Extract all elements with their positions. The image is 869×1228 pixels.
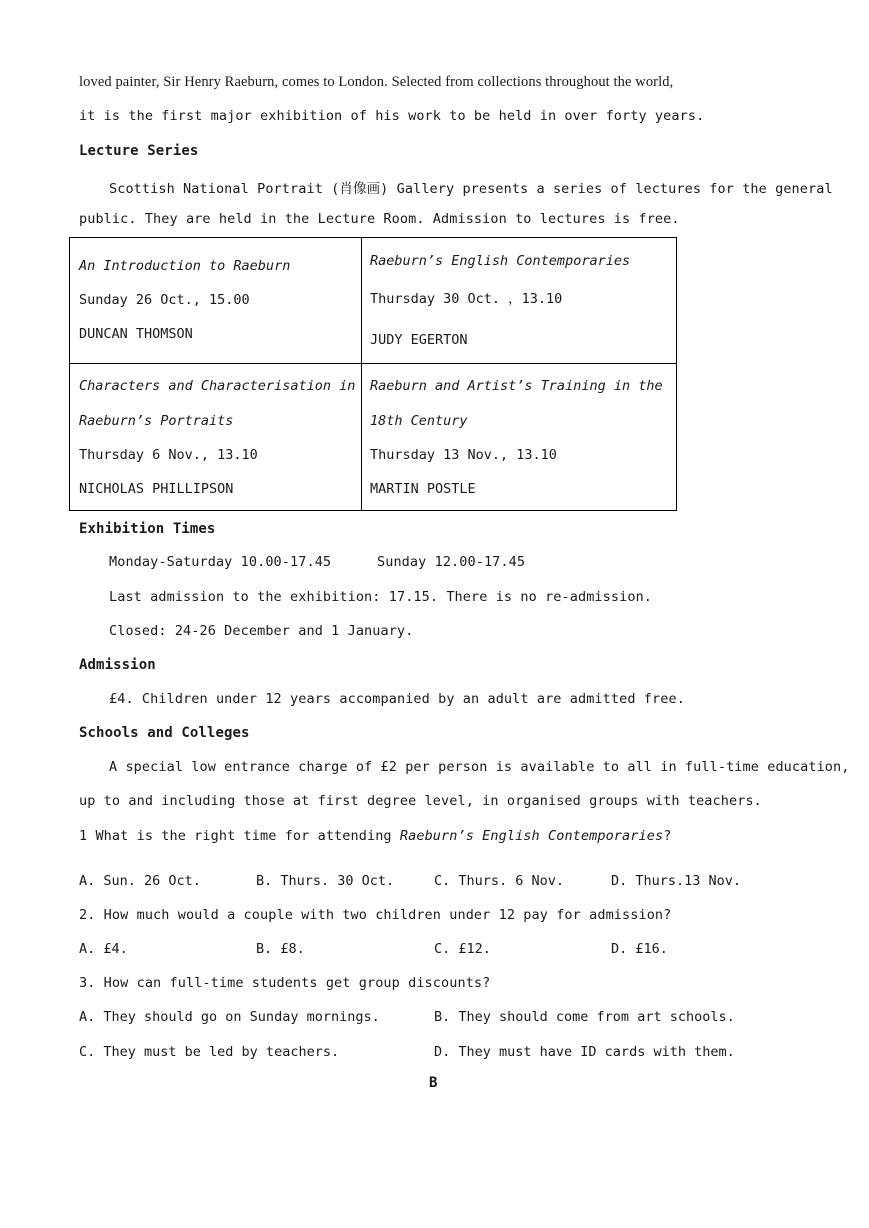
- admission-text: £4. Children under 12 years accompanied by an adult are admitted free.: [109, 691, 685, 707]
- lecture-4-date: Thursday 13 Nov., 13.10: [370, 447, 557, 463]
- intro-line-2: it is the first major exhibition of his work to be held in over forty years.: [79, 108, 705, 124]
- lecture-table: [69, 237, 677, 511]
- question-2-option-c: C. £12.: [434, 941, 491, 957]
- question-1-text: 1 What is the right time for attending: [79, 828, 400, 844]
- question-1-italic: Raeburn’s English Contemporaries: [399, 828, 664, 844]
- exhibition-weekday-hours: Monday-Saturday 10.00-17.45: [109, 554, 332, 570]
- lecture-2-speaker: JUDY EGERTON: [370, 332, 468, 348]
- lecture-1-title: An Introduction to Raeburn: [79, 258, 291, 274]
- lecture-2-title: Raeburn’s English Contemporaries: [370, 253, 631, 269]
- question-1-option-a: A. Sun. 26 Oct.: [79, 873, 201, 889]
- schools-line-1: A special low entrance charge of £2 per person is available to all in full-time education,: [109, 759, 850, 775]
- schools-heading: Schools and Colleges: [79, 725, 250, 741]
- lecture-3-title-cont: Raeburn’s Portraits: [79, 413, 234, 429]
- lecture-4-speaker: MARTIN POSTLE: [370, 481, 476, 497]
- lecture-2-date: Thursday 30 Oct. ，13.10: [370, 291, 563, 307]
- lecture-series-heading: Lecture Series: [79, 143, 199, 159]
- exhibition-sunday-hours: Sunday 12.00-17.45: [377, 554, 526, 570]
- intro-line-1: loved painter, Sir Henry Raeburn, comes to London. Selected from collections throughout the world,: [79, 74, 674, 90]
- lecture-3-title: Characters and Characterisation in: [79, 378, 356, 394]
- question-1-suffix: ?: [663, 828, 672, 844]
- schools-line-2: up to and including those at first degree level, in organised groups with teachers.: [79, 793, 762, 809]
- question-3-option-b: B. They should come from art schools.: [434, 1009, 735, 1025]
- lecture-1-date: Sunday 26 Oct., 15.00: [79, 292, 250, 308]
- lecture-1-speaker: DUNCAN THOMSON: [79, 326, 193, 342]
- lecture-series-line-2: public. They are held in the Lecture Room. Admission to lectures is free.: [79, 211, 680, 227]
- question-3-option-a: A. They should go on Sunday mornings.: [79, 1009, 380, 1025]
- question-1-option-b: B. Thurs. 30 Oct.: [256, 873, 395, 889]
- section-label: B: [429, 1075, 438, 1091]
- lecture-3-speaker: NICHOLAS PHILLIPSON: [79, 481, 234, 497]
- question-2-option-d: D. £16.: [611, 941, 668, 957]
- lecture-series-line-1: Scottish National Portrait (肖像画) Gallery presents a series of lectures for the general: [109, 181, 833, 197]
- exhibition-last-admission: Last admission to the exhibition: 17.15. There is no re-admission.: [109, 589, 653, 605]
- exhibition-times-heading: Exhibition Times: [79, 521, 216, 537]
- question-2-option-a: A. £4.: [79, 941, 128, 957]
- lecture-3-date: Thursday 6 Nov., 13.10: [79, 447, 258, 463]
- table-divider-horizontal: [70, 363, 676, 364]
- question-1: [79, 828, 671, 844]
- table-divider-vertical: [361, 238, 362, 510]
- admission-heading: Admission: [79, 657, 156, 673]
- question-3-option-d: D. They must have ID cards with them.: [434, 1044, 735, 1060]
- exhibition-closed: Closed: 24-26 December and 1 January.: [109, 623, 414, 639]
- question-2: 2. How much would a couple with two children under 12 pay for admission?: [79, 907, 672, 923]
- question-1-option-c: C. Thurs. 6 Nov.: [434, 873, 565, 889]
- question-3-option-c: C. They must be led by teachers.: [79, 1044, 340, 1060]
- question-3: 3. How can full-time students get group discounts?: [79, 975, 491, 991]
- lecture-4-title: Raeburn and Artist’s Training in the: [370, 378, 663, 394]
- lecture-4-title-cont: 18th Century: [370, 413, 468, 429]
- question-1-option-d: D. Thurs.13 Nov.: [611, 873, 742, 889]
- question-2-option-b: B. £8.: [256, 941, 305, 957]
